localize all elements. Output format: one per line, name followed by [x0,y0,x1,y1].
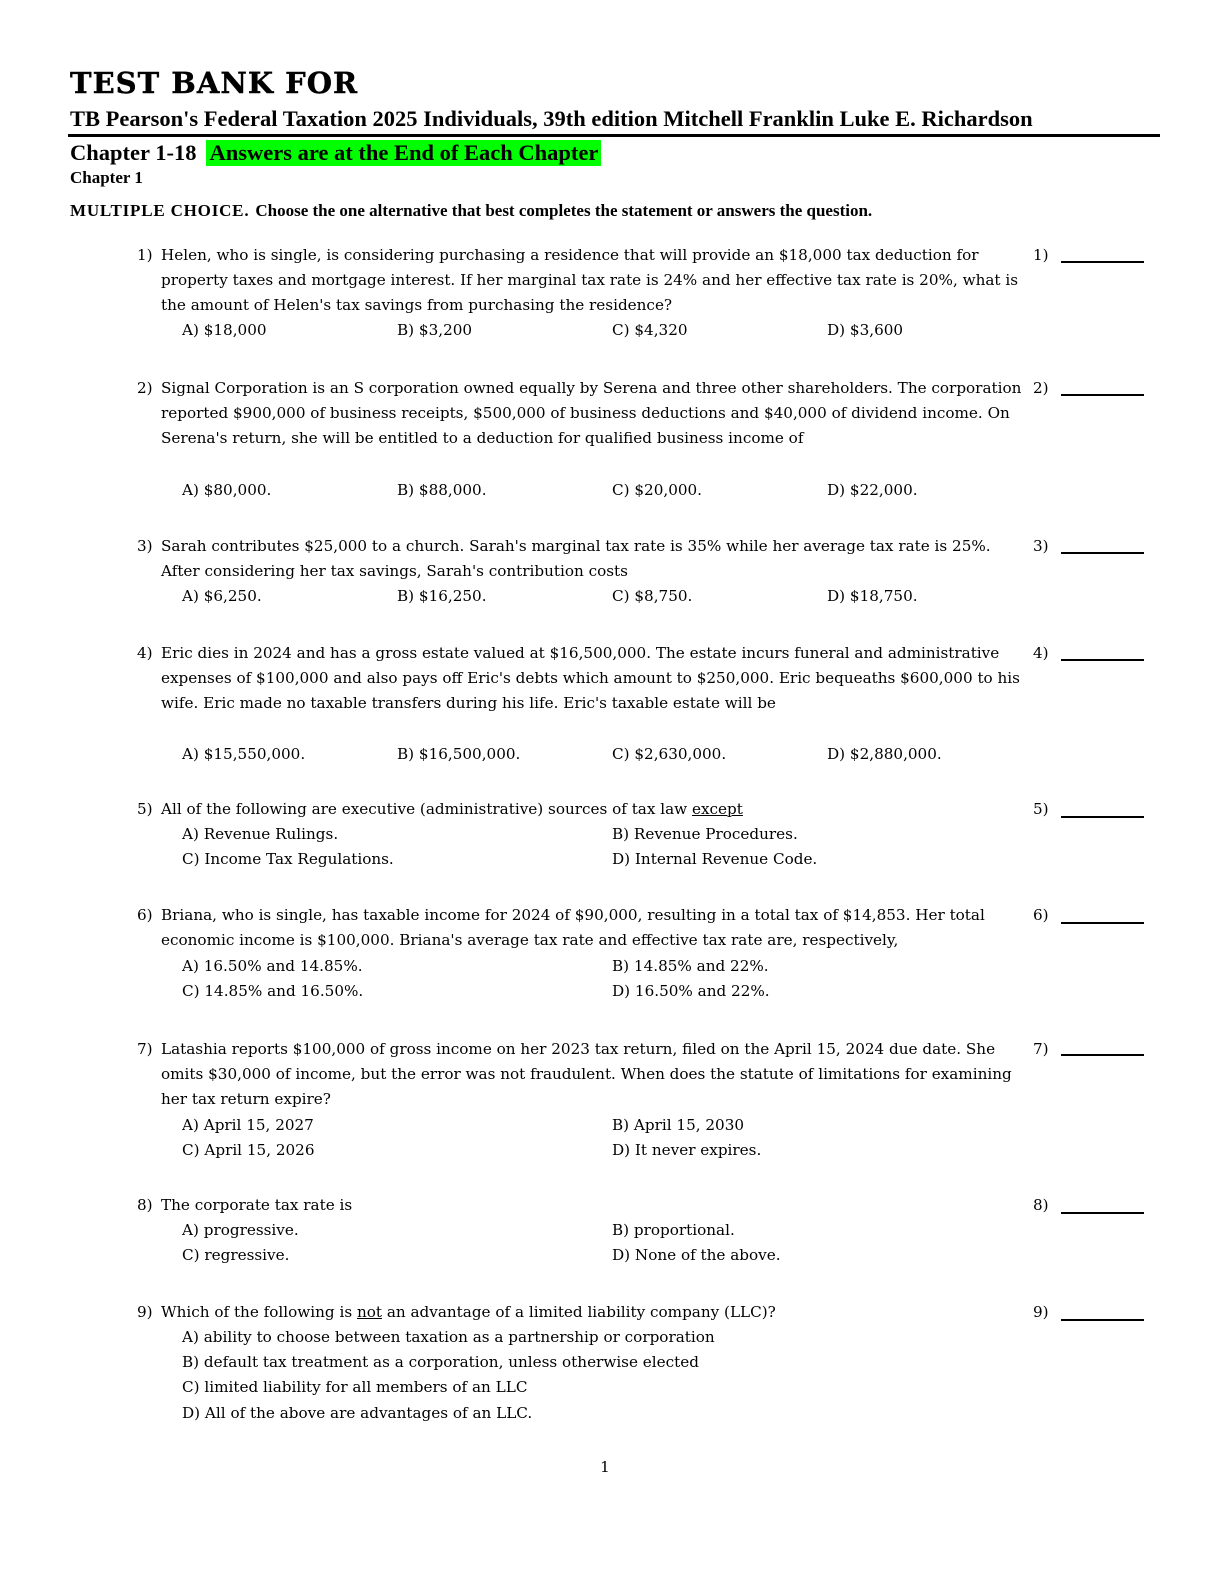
choice-d[interactable]: D) $22,000. [827,481,918,499]
choice-a[interactable]: A) $80,000. [182,481,272,499]
choice-a[interactable]: A) $15,550,000. [182,745,306,763]
choice-c[interactable]: C) $2,630,000. [612,745,727,763]
choice-list [182,822,1042,872]
choice-a[interactable]: A) 16.50% and 14.85%. [182,957,363,975]
choice-b[interactable]: B) proportional. [612,1221,735,1239]
question-text [137,641,1031,717]
test-bank-title: TEST BANK FOR [70,66,359,100]
question-number: 9) [137,1303,153,1321]
header-rule [68,134,1160,137]
question-stem-before: Which of the following is [161,1303,353,1321]
choice-a[interactable]: A) $6,250. [182,587,262,605]
choice-d[interactable]: D) Internal Revenue Code. [612,850,818,869]
choice-b[interactable]: B) $16,250. [397,587,487,605]
choice-list [182,584,1042,609]
choice-b[interactable]: B) $88,000. [397,481,487,499]
question-number: 3) [137,537,153,555]
question-number: 1) [137,246,153,264]
choice-a[interactable]: A) progressive. [182,1221,299,1239]
answer-number: 2) [1033,379,1049,397]
choice-c[interactable]: C) regressive. [182,1246,290,1265]
answer-blank[interactable] [1061,1212,1144,1214]
choice-c[interactable]: C) $8,750. [612,587,693,605]
question-text [137,1193,1031,1218]
page-number: 1 [600,1458,610,1476]
choice-list [182,1325,1042,1426]
answer-blank[interactable] [1061,552,1144,554]
question-stem: Sarah contributes $25,000 to a church. Sarah's marginal tax rate is 35% while her average tax rate is 25%. After considering her tax savings, Sarah's contribution costs [161,537,991,581]
chapter-range-line [70,140,601,166]
choice-c[interactable]: C) limited liability for all members of an LLC [182,1378,528,1397]
answer-blank[interactable] [1061,394,1144,396]
choice-d[interactable]: D) $18,750. [827,587,918,605]
choice-a[interactable]: A) April 15, 2027 [182,1116,314,1134]
choice-list [182,478,1042,503]
answer-number: 1) [1033,246,1049,264]
choice-list [182,954,1042,1004]
choice-a[interactable]: A) Revenue Rulings. [182,825,339,843]
question-text [137,1300,1031,1325]
choice-c[interactable]: C) Income Tax Regulations. [182,850,394,869]
question-text [137,903,1041,953]
chapter-label: Chapter 1 [70,168,143,187]
choice-d[interactable]: D) $2,880,000. [827,745,942,763]
choice-d[interactable]: D) 16.50% and 22%. [612,982,770,1001]
choice-c[interactable]: C) April 15, 2026 [182,1141,315,1160]
question-text [137,1037,1031,1113]
choice-b[interactable]: B) default tax treatment as a corporation, unless otherwise elected [182,1353,699,1372]
answer-number: 8) [1033,1196,1049,1214]
question-stem: Signal Corporation is an S corporation owned equally by Serena and three other shareholders. The corporation reported $900,000 of business receipts, $500,000 of business deductions and $40,000 of dividend income. On Serena's return, she will be entitled to a deduction for qualified business income of [161,379,1022,448]
answer-blank[interactable] [1061,922,1144,924]
question-text [137,534,1031,584]
choice-b[interactable]: B) $3,200 [397,321,473,339]
choice-list [182,1113,1042,1163]
answer-number: 5) [1033,800,1049,818]
answer-number: 3) [1033,537,1049,555]
choice-a[interactable]: A) ability to choose between taxation as a partnership or corporation [182,1328,715,1346]
instructions-text: Choose the one alternative that best completes the statement or answers the question. [255,201,873,220]
choice-b[interactable]: B) $16,500,000. [397,745,521,763]
choice-c[interactable]: C) 14.85% and 16.50%. [182,982,364,1001]
question-number: 2) [137,379,153,397]
question-number: 6) [137,906,153,924]
answer-blank[interactable] [1061,1319,1144,1321]
question-text [137,376,1031,452]
answer-number: 7) [1033,1040,1049,1058]
choice-b[interactable]: B) Revenue Procedures. [612,825,798,843]
choice-list [182,318,1042,343]
choice-list [182,742,1042,767]
question-stem: Briana, who is single, has taxable income for 2024 of $90,000, resulting in a total tax of $14,853. Her total economic income is $100,000. Briana's average tax rate and effective tax rate are, respectively, [161,906,985,950]
choice-d[interactable]: D) All of the above are advantages of an LLC. [182,1403,533,1422]
question-number: 8) [137,1196,153,1214]
question-number: 7) [137,1040,153,1058]
instructions [70,201,872,221]
question-stem: Helen, who is single, is considering purchasing a residence that will provide an $18,000 tax deduction for property taxes and mortgage interest. If her marginal tax rate is 24% and her effective tax rate is 20%, what is the amount of Helen's tax savings from purchasing the residence? [161,246,1019,315]
question-text [137,797,1031,822]
book-title: TB Pearson's Federal Taxation 2025 Individuals, 39th edition Mitchell Franklin Luke E. Richardson [70,106,1033,131]
answer-blank[interactable] [1061,1054,1144,1056]
choice-d[interactable]: D) $3,600 [827,321,904,339]
emphasis-word: not [356,1303,382,1321]
choice-d[interactable]: D) None of the above. [612,1246,781,1265]
answer-number: 4) [1033,644,1049,662]
answer-number: 9) [1033,1303,1049,1321]
answers-note-highlight: Answers are at the End of Each Chapter [206,140,601,166]
question-stem: Latashia reports $100,000 of gross income on her 2023 tax return, filed on the April 15, 2024 due date. She omits $30,000 of income, but the error was not fraudulent. When does the statute of limitations for examining her tax return expire? [161,1040,1012,1109]
instructions-lead: MULTIPLE CHOICE. [70,201,250,220]
question-stem-after: an advantage of a limited liability company (LLC)? [386,1303,776,1321]
emphasis-word: except [692,800,743,818]
question-stem: Eric dies in 2024 and has a gross estate valued at $16,500,000. The estate incurs funeral and administrative expenses of $100,000 and also pays off Eric's debts which amount to $250,000. Eric bequeaths $600,000 to his wife. Eric made no taxable transfers during his life. Eric's taxable estate will be [161,644,1020,713]
question-text [137,243,1031,319]
answer-blank[interactable] [1061,816,1144,818]
answer-number: 6) [1033,906,1049,924]
question-number: 5) [137,800,153,818]
choice-c[interactable]: C) $20,000. [612,481,703,499]
answer-blank[interactable] [1061,261,1144,263]
choice-a[interactable]: A) $18,000 [182,321,267,339]
answer-blank[interactable] [1061,659,1144,661]
question-stem: The corporate tax rate is [161,1196,353,1214]
question-number: 4) [137,644,153,662]
choice-b[interactable]: B) April 15, 2030 [612,1116,745,1134]
question-stem: All of the following are executive (administrative) sources of tax law [161,800,688,818]
choice-c[interactable]: C) $4,320 [612,321,688,339]
chapter-range: Chapter 1-18 [70,140,197,165]
choice-b[interactable]: B) 14.85% and 22%. [612,957,769,975]
choice-d[interactable]: D) It never expires. [612,1141,762,1160]
choice-list [182,1218,1042,1268]
